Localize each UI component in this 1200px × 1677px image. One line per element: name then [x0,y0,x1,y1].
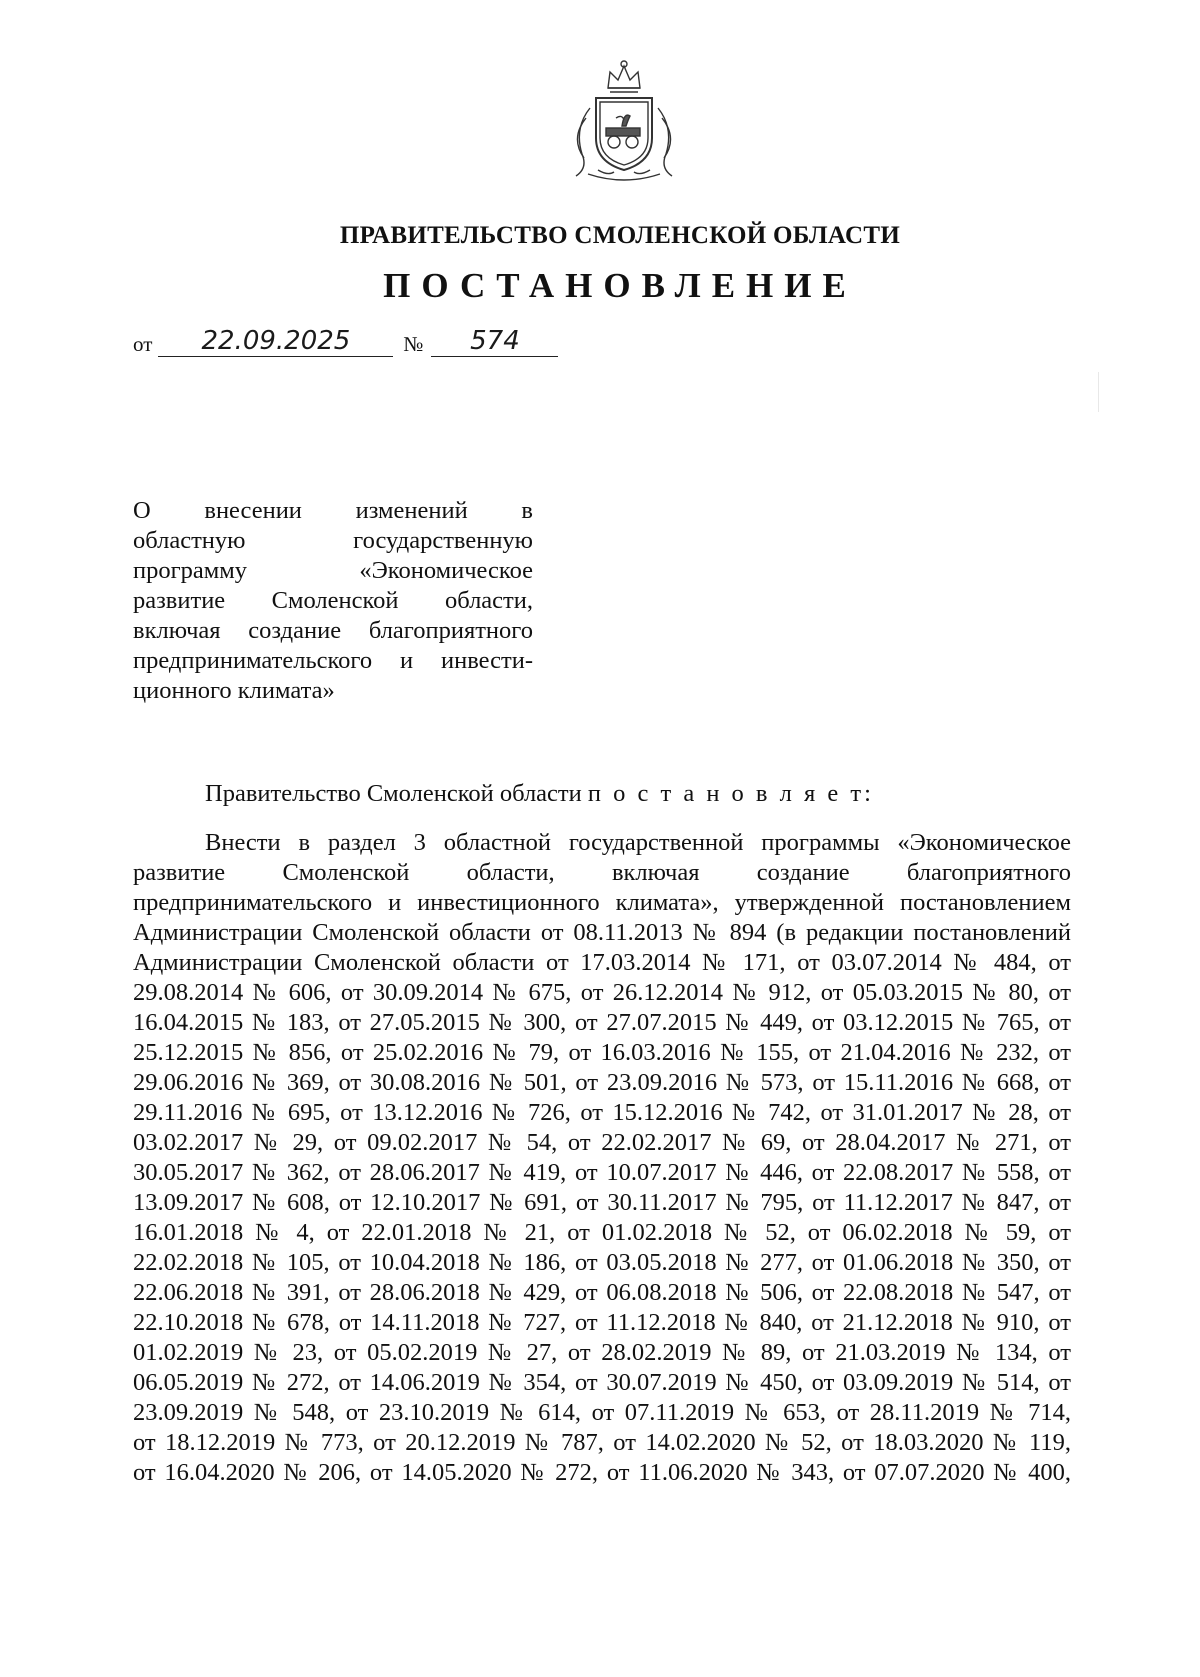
body-line: предпринимательского и инвестиционного климата», утвержденной постановлением [133,889,1071,916]
government-name: ПРАВИТЕЛЬСТВО СМОЛЕНСКОЙ ОБЛАСТИ [339,222,901,249]
body-line: 22.10.2018 № 678, от 14.11.2018 № 727, от 11.12.2018 № 840, от 21.12.2018 № 910, от [133,1309,1071,1336]
preamble [205,780,874,808]
body-line: 25.12.2015 № 856, от 25.02.2016 № 79, от 16.03.2016 № 155, от 21.04.2016 № 232, от [133,1039,1071,1066]
body-line: 16.01.2018 № 4, от 22.01.2018 № 21, от 01.02.2018 № 52, от 06.02.2018 № 59, от [133,1219,1071,1246]
body-line: 03.02.2017 № 29, от 09.02.2017 № 54, от 22.02.2017 № 69, от 28.04.2017 № 271, от [133,1129,1071,1156]
subject-line: развитие Смоленской области, [133,587,533,614]
document-meta [133,326,558,357]
subject-line: включая создание благоприятного [133,617,533,644]
subject-line: О внесении изменений в [133,497,533,524]
body-line: 29.06.2016 № 369, от 30.08.2016 № 501, от 23.09.2016 № 573, от 15.11.2016 № 668, от [133,1069,1071,1096]
handwritten-number: 574 [431,326,558,357]
body-line: 01.02.2019 № 23, от 05.02.2019 № 27, от 28.02.2019 № 89, от 21.03.2019 № 134, от [133,1339,1071,1366]
body-line: Администрации Смоленской области от 17.03.2014 № 171, от 03.07.2014 № 484, от [133,949,1071,976]
subject-line: программу «Экономическое [133,557,533,584]
body-line: от 18.12.2019 № 773, от 20.12.2019 № 787, от 14.02.2020 № 52, от 18.03.2020 № 119, [133,1429,1071,1456]
subject-line: предпринимательского и инвести- [133,647,533,674]
body-line: от 16.04.2020 № 206, от 14.05.2020 № 272, от 11.06.2020 № 343, от 07.07.2020 № 400, [133,1459,1071,1486]
subject-line: областную государственную [133,527,533,554]
preamble-text: Правительство Смоленской области [205,780,582,807]
number-sign: № [403,332,424,356]
handwritten-date: 22.09.2025 [158,326,393,357]
preamble-action: п о с т а н о в л я е т: [587,780,874,807]
coat-of-arms-icon [568,58,680,182]
body-line: 30.05.2017 № 362, от 28.06.2017 № 419, от 10.07.2017 № 446, от 22.08.2017 № 558, от [133,1159,1071,1186]
body-line: 29.08.2014 № 606, от 30.09.2014 № 675, от 26.12.2014 № 912, от 05.03.2015 № 80, от [133,979,1071,1006]
body-line: 16.04.2015 № 183, от 27.05.2015 № 300, от 27.07.2015 № 449, от 03.12.2015 № 765, от [133,1009,1071,1036]
body-line: 29.11.2016 № 695, от 13.12.2016 № 726, от 15.12.2016 № 742, от 31.01.2017 № 28, от [133,1099,1071,1126]
body-line: Администрации Смоленской области от 08.11.2013 № 894 (в редакции постановлений [133,919,1071,946]
body-line: 06.05.2019 № 272, от 14.06.2019 № 354, от 30.07.2019 № 450, от 03.09.2019 № 514, от [133,1369,1071,1396]
body-line: 23.09.2019 № 548, от 23.10.2019 № 614, от 07.11.2019 № 653, от 28.11.2019 № 714, [133,1399,1071,1426]
body-line: 13.09.2017 № 608, от 12.10.2017 № 691, от 30.11.2017 № 795, от 11.12.2017 № 847, от [133,1189,1071,1216]
body-line: 22.06.2018 № 391, от 28.06.2018 № 429, от 06.08.2018 № 506, от 22.08.2018 № 547, от [133,1279,1071,1306]
body-line: развитие Смоленской области, включая создание благоприятного [133,859,1071,886]
document-type-title: ПОСТАНОВЛЕНИЕ [383,266,857,305]
subject-block [133,496,533,706]
scan-artifact [1098,372,1099,412]
body-line: Внести в раздел 3 областной государственной программы «Экономическое [205,829,1071,856]
subject-line: ционного климата» [133,677,335,704]
date-prefix: от [133,332,153,356]
body-text [133,828,1071,1488]
body-line: 22.02.2018 № 105, от 10.04.2018 № 186, от 03.05.2018 № 277, от 01.06.2018 № 350, от [133,1249,1071,1276]
